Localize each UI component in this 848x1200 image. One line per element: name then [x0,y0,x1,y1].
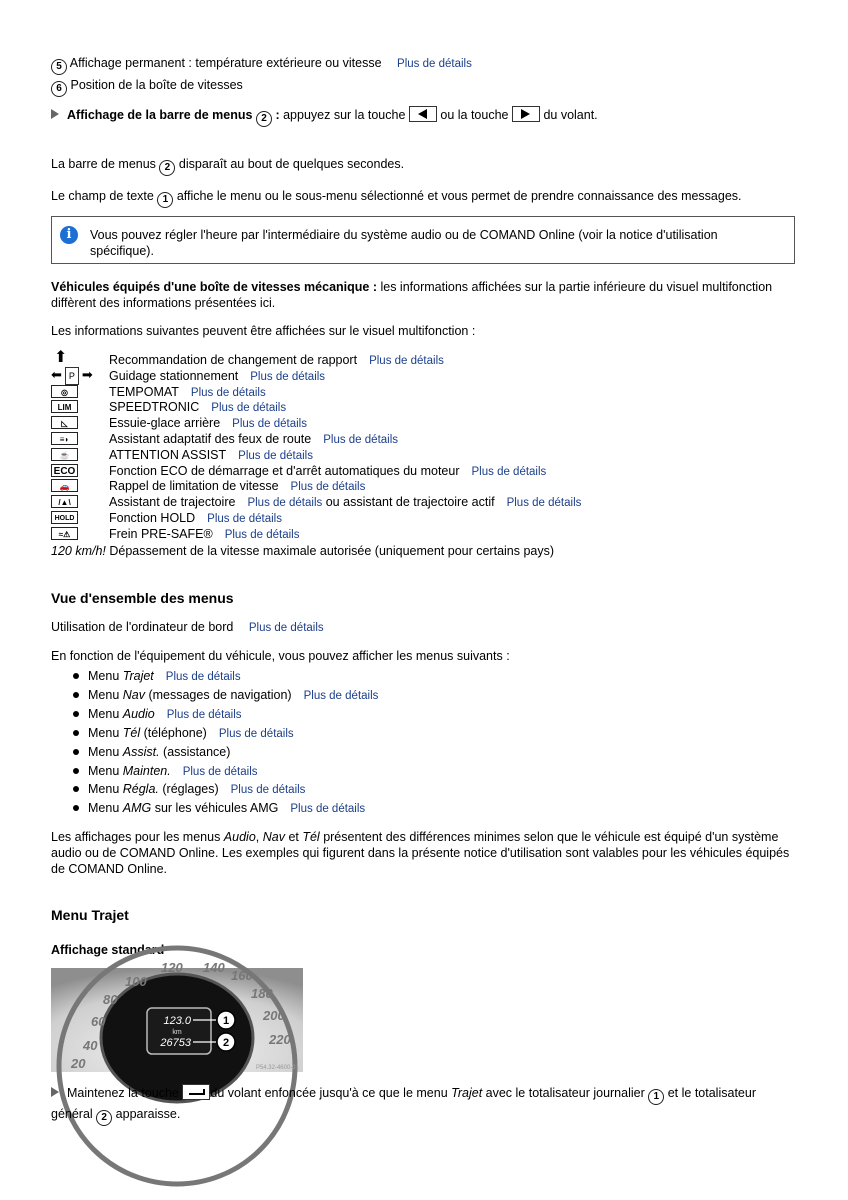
callout-6: 6 [51,81,67,97]
left-arrow-key-icon [409,106,437,122]
menu-pre: Menu [88,669,123,683]
indicator-label-text: Recommandation de changement de rapport [109,353,358,367]
indicator-row [51,399,751,415]
indicator-row [51,494,751,510]
more-details-link[interactable]: Plus de détails [211,402,287,415]
pre-safe-icon: ≈⚠ [51,527,78,540]
callout-1-label: 1 [222,1015,230,1027]
more-details-link[interactable]: Plus de détails [247,497,323,510]
indicator-row [51,431,751,447]
indicator-label-text: Rappel de limitation de vitesse [109,479,279,494]
more-details-link[interactable]: Plus de détails [248,622,324,634]
indicator-row [51,384,751,400]
more-details-link[interactable]: Plus de détails [218,727,294,740]
menu-name: Assist. [122,744,160,759]
indicator-row [51,526,751,542]
indicator-label-text: SPEEDTRONIC [109,400,200,415]
indicator-label [109,368,325,385]
indicator-label-text: Fonction ECO de démarrage et d'arrêt automatiques du moteur [109,463,460,478]
list-intro: Les informations suivantes peuvent être affichées sur le visuel multifonction : [51,324,476,338]
manual-bold: Véhicules équipés d'une boîte de vitesses mécanique : [51,280,377,294]
callout-2: 2 [256,111,272,127]
note-text: Vous pouvez régler l'heure par l'intermédiaire du système audio ou de COMAND Online (voir la notice d'utilisation spécifique). [90,228,718,258]
speed-scale-label: 60 [91,1014,106,1029]
menu-pre: Menu [88,782,123,797]
callout-1: 1 [648,1089,664,1105]
diff-d: présentent des différences minimes selon que le véhicule est équipé d'un système audio ou de COMAND Online. Les exemples qui figurent dans la présente notice d'utilisation sont valables pour les véhicules équipés de COMAND Online. [51,830,790,876]
callout-2: 2 [96,1110,112,1126]
menu-list-item [73,800,365,816]
menubar-text3: du volant. [543,108,598,122]
diff-i3: Tél [302,830,320,844]
speed-scale-label: 120 [161,960,183,975]
more-details-link[interactable]: Plus de détails [506,497,582,510]
more-details-link[interactable]: Plus de détails [369,355,444,367]
speed-scale-label: 200 [263,1008,285,1023]
more-details-link[interactable]: Plus de détails [230,784,306,797]
instruction-arrow-icon [51,1087,59,1097]
more-details-link[interactable]: Plus de détails [166,708,242,721]
indicator-row [51,478,751,494]
speed-scale-label: 20 [71,1056,86,1071]
callout-5: 5 [51,59,67,75]
menu-post: (téléphone) [140,725,207,740]
indicator-label [109,415,307,432]
speed-scale-label: 100 [125,974,147,989]
menu-pre: Menu [88,744,123,759]
diff-i1: Audio [223,830,256,844]
menu-list-item [73,744,230,760]
paragraph-text-field [51,188,796,208]
menu-post: (messages de navigation) [144,687,292,702]
speed-scale-label: 220 [269,1032,291,1047]
menu-name: Audio [122,706,155,721]
speed-warning-row [51,543,751,559]
more-details-link[interactable]: Plus de détails [190,386,266,399]
eco-icon: ECO [51,464,78,477]
back-key-icon [182,1084,210,1100]
indicator-label [109,352,444,369]
info-icon: i [60,226,78,244]
more-details-link[interactable]: Plus de détails [323,434,399,446]
menu-pre: Menu [88,763,123,778]
speed-warning-value: 120 km/h! [51,544,106,558]
arrow-up-icon: ⬆ [54,349,68,366]
speed-scale-label: 160 [231,968,253,983]
paragraph-menubar-disappear [51,156,796,176]
km-unit: km [172,1029,182,1036]
callout-2: 2 [159,160,175,176]
gauge-svg [51,960,303,1072]
overview-intro: En fonction de l'équipement du véhicule, vous pouvez afficher les menus suivants : [51,649,510,663]
menu-pre: Menu [88,687,123,702]
indicator-label [109,463,546,480]
indicator-row [51,447,751,463]
menubar-bold: Affichage de la barre de menus [67,108,253,122]
callout-2-label: 2 [222,1037,230,1049]
more-details-link[interactable]: Plus de détails [232,418,307,431]
total-odometer-value: 26753 [160,1037,191,1049]
more-details-link[interactable]: Plus de détails [290,803,366,816]
menu-pre: Menu [88,706,123,721]
indicator-label-text: Fonction HOLD [109,511,196,525]
indicator-label-text: TEMPOMAT [109,384,179,399]
speedometer-icon: ◎ [51,385,78,398]
menu-name: Régla. [122,782,159,797]
indicator-row [51,510,751,526]
colon: : [271,108,280,122]
more-details-link[interactable]: Plus de détails [290,481,366,494]
menu-list-item [73,687,378,703]
more-details-link[interactable]: Plus de détails [397,58,472,70]
trip-menu-heading: Menu Trajet [51,907,129,923]
lane-assist-icon: /▲\ [51,495,78,508]
instruction-menubar [51,106,796,127]
speed-scale-label: 180 [251,986,273,1001]
indicator-label-text: Assistant de trajectoire [109,495,236,510]
indicator-label-text: Guidage stationnement [109,368,239,383]
indicator-label-text: ATTENTION ASSIST [109,447,227,462]
indicator-row [51,368,751,384]
hold-icon: HOLD [51,511,78,524]
menu-name: AMG [122,801,152,816]
instr-a: Maintenez la touche [67,1086,179,1100]
more-details-link[interactable]: Plus de détails [182,765,258,778]
more-details-link[interactable]: Plus de détails [303,689,379,702]
menu-list-item [73,668,241,684]
speed-scale-label: 140 [203,960,225,975]
lim-icon: LIM [51,400,78,413]
instr-e: apparaisse. [115,1107,181,1121]
odometer-display-image [51,960,303,1072]
indicator-label [109,447,313,464]
menu-list-item [73,725,294,741]
trip-odometer-value: 123.0 [163,1015,191,1027]
standard-display-subheading: Affichage standard [51,943,165,957]
indicator-label [109,399,286,416]
callout-1: 1 [157,192,173,208]
indicator-label [109,494,581,511]
menu-list-item [73,763,258,779]
trip-instruction [51,1084,796,1126]
indicator-label [109,478,365,495]
usage-text: Utilisation de l'ordinateur de bord [51,620,234,634]
more-details-link[interactable]: Plus de détails [471,465,547,478]
speed-limit-car-icon: 🚗 [51,479,78,492]
para2-b: affiche le menu ou le sous-menu sélectionné et vous permet de prendre connaissance des messages. [176,189,742,203]
item-display-permanent [51,55,796,75]
coffee-cup-icon: ☕ [51,448,78,461]
menu-post: (assistance) [159,744,231,759]
speed-scale-label: 80 [103,992,118,1007]
more-details-link[interactable]: Plus de détails [224,528,300,541]
indicator-row [51,463,751,479]
speed-warning-text: Dépassement de la vitesse maximale autorisée (uniquement pour certains pays) [109,544,555,558]
menu-pre: Menu [88,725,123,740]
speed-scale-label: 40 [83,1038,98,1053]
para1-a: La barre de menus [51,157,156,171]
para2-a: Le champ de texte [51,189,154,203]
overview-usage [51,619,796,636]
indicator-label [109,384,266,401]
more-details-link[interactable]: Plus de détails [250,370,326,383]
item5-text: Affichage permanent : température extérieure ou vitesse [69,56,382,70]
diff-a: Les affichages pour les menus [51,830,224,844]
menu-name: Mainten. [122,763,171,778]
menu-name: Nav [122,687,145,702]
item6-text: Position de la boîte de vitesses [70,78,243,92]
menu-name: Tél [122,725,141,740]
indicator-label [109,510,282,527]
indicator-row [51,415,751,431]
parking-guidance-icon: ⬅ P ➡ [51,367,93,385]
menu-list-item [73,706,242,722]
menubar-text2: ou la touche [440,108,509,122]
indicator-label [109,431,398,448]
instr-it: Trajet [451,1086,483,1100]
menu-list-item [73,781,305,797]
manual-text: les informations affichées sur la partie inférieure du visuel multifonction diffèrent des informations présentées ici. [51,280,773,310]
indicator-label-text: Assistant adaptatif des feux de route [109,432,312,446]
menu-post: (réglages) [158,782,219,797]
more-details-link[interactable]: Plus de détails [207,513,282,525]
instr-c: avec le totalisateur journalier [482,1086,645,1100]
more-details-link[interactable]: Plus de détails [238,449,313,462]
more-details-link[interactable]: Plus de détails [165,671,241,683]
menubar-text1: appuyez sur la touche [283,108,406,122]
indicator-row [51,349,751,368]
image-reference: P54.32-4600-31 [255,1065,299,1071]
info-note [51,216,795,264]
overview-heading: Vue d'ensemble des menus [51,590,234,606]
indicator-label [109,526,299,543]
diff-c: et [284,830,303,844]
instruction-arrow-icon [51,109,59,119]
indicator-label2-text: ou assistant de trajectoire actif [325,495,495,510]
diff-b: , [255,830,263,844]
indicator-label-text: Essuie-glace arrière [109,416,221,431]
menu-post: sur les véhicules AMG [151,801,279,816]
instr-d: et le totalisateur général [51,1086,756,1121]
menu-name: Trajet [122,669,154,683]
rear-wiper-icon: ◺ [51,416,78,429]
right-arrow-key-icon [512,106,540,122]
headlamp-icon: ≡◗ [51,432,78,445]
para1-b: disparaît au bout de quelques secondes. [178,157,405,171]
menu-pre: Menu [88,801,123,816]
item-gear-position [51,77,796,97]
audio-nav-tel-paragraph [51,829,796,877]
instr-b: du volant enfoncée jusqu'à ce que le menu [210,1086,452,1100]
diff-i2: Nav [262,830,285,844]
indicator-label-text: Frein PRE-SAFE® [109,526,213,541]
manual-gearbox-paragraph [51,279,796,311]
